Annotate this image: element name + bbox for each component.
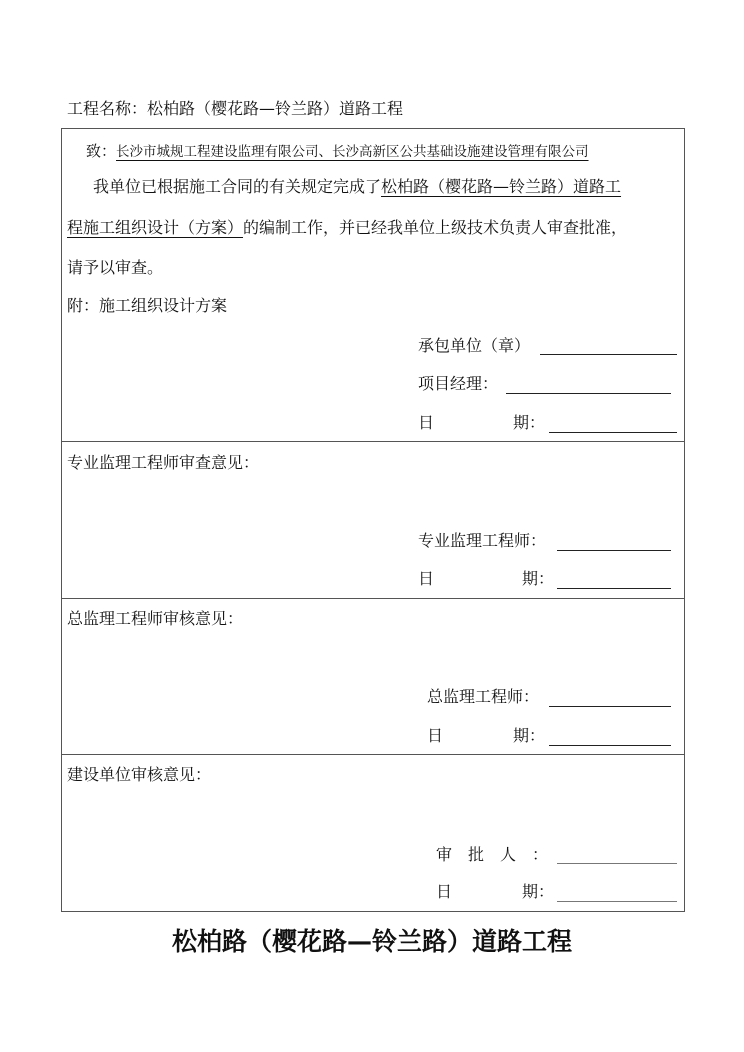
contractor-label: 承包单位（章） [418,336,531,355]
to-label: 致： [86,142,117,160]
form-table [61,128,685,912]
project-name: 工程名称：松柏路（樱花路—铃兰路）道路工程 [67,99,404,118]
plan-underlined: 程施工组织设计（方案） [67,218,244,237]
date-line[interactable] [557,901,677,902]
approver-signature-line[interactable] [557,863,677,864]
body-line-3: 请予以审查。 [67,258,164,277]
manager-signature-line[interactable] [506,393,671,394]
body-line-1 [93,177,621,197]
row-divider [61,441,685,442]
manager-label: 项目经理： [418,374,499,393]
signer-label: 总监理工程师： [427,687,540,706]
date-line[interactable] [549,432,677,433]
row-divider [61,754,685,755]
attachment: 附：施工组织设计方案 [67,296,228,315]
signature-line[interactable] [557,550,671,551]
contractor-signature-line[interactable] [540,354,677,355]
date-label: 日 [427,726,444,745]
date-line[interactable] [557,588,671,589]
date-label: 日 [418,413,435,432]
section-heading: 专业监理工程师审查意见： [67,453,260,472]
signer-label: 专业监理工程师： [418,531,547,550]
signature-line[interactable] [549,706,671,707]
footer-title: 松柏路（樱花路—铃兰路）道路工程 [171,927,572,956]
date-label: 期： [513,726,546,745]
date-line[interactable] [549,745,671,746]
date-label: 日 [418,569,435,588]
date-label: 日 [436,882,453,901]
date-label: 期： [513,413,546,432]
to-line [86,141,589,162]
recipients: 长沙市城规工程建设监理有限公司、长沙高新区公共基础设施建设管理有限公司 [116,144,589,160]
section-heading: 建设单位审核意见： [67,765,212,784]
approver-label: 审 批 人 ： [436,845,549,864]
body-text: 的编制工作，并已经我单位上级技术负责人审查批准， [243,218,628,237]
body-line-2 [67,218,627,238]
body-text: 我单位已根据施工合同的有关规定完成了 [93,177,382,196]
date-label: 期： [522,569,555,588]
row-divider [61,598,685,599]
project-underlined: 松柏路（樱花路—铃兰路）道路工 [381,177,622,196]
date-label: 期： [522,882,555,901]
section-heading: 总监理工程师审核意见： [67,609,244,628]
